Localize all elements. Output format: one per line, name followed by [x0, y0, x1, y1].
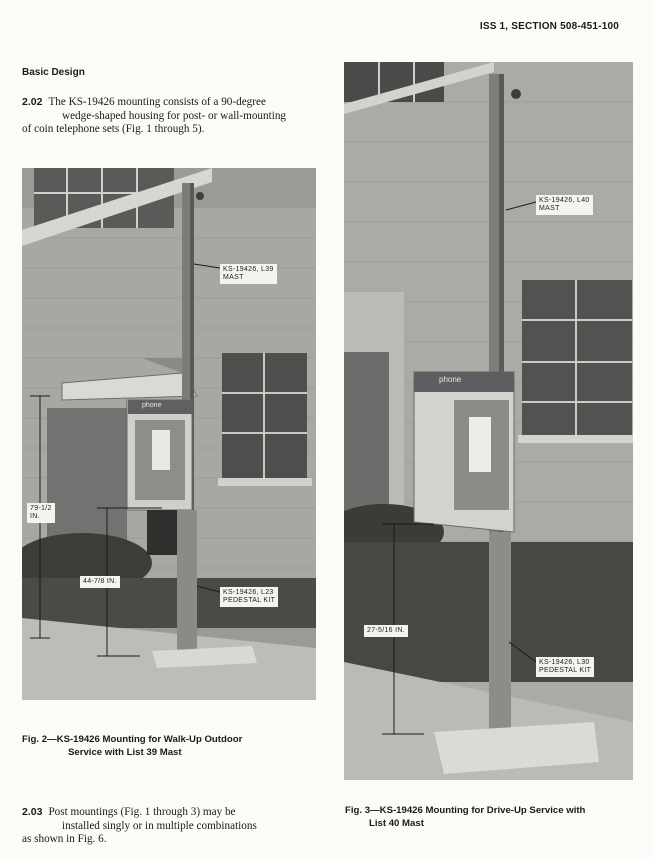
label-line: MAST — [539, 205, 560, 212]
fig2-height-label — [27, 503, 55, 523]
paragraph-2-02 — [22, 96, 314, 137]
paragraph-2-03 — [22, 806, 314, 847]
label-line: 79-1/2 — [30, 505, 52, 512]
paragraph-line: as shown in Fig. 6. — [22, 833, 107, 845]
caption-line: List 40 Mast — [369, 817, 424, 829]
caption-line: Service with List 39 Mast — [68, 746, 182, 758]
fig2-photo — [22, 168, 316, 700]
fig3-shelf-label: 27-5/16 IN. — [364, 625, 408, 637]
paragraph-line: wedge-shaped housing for post- or wall-mounting — [62, 109, 287, 122]
fig2-mast-label — [220, 264, 277, 284]
paragraph-line: installed singly or in multiple combinations — [62, 819, 257, 832]
section-title: Basic Design — [22, 67, 85, 78]
fig2-shelf-label: 44-7/8 IN. — [80, 576, 120, 588]
label-line: KS-19426, L39 — [223, 266, 274, 273]
fig3-pedestal-kit-label — [536, 657, 594, 677]
fig3-mast-label — [536, 195, 593, 215]
paragraph-number: 2.02 — [22, 96, 43, 108]
fig2-caption — [22, 734, 318, 759]
fig3-photo — [344, 62, 633, 780]
label-line: MAST — [223, 274, 244, 281]
label-line: PEDESTAL KIT — [223, 597, 276, 604]
label-line: KS-19426, L40 — [539, 197, 590, 204]
label-line: KS-19426, L30 — [539, 659, 590, 666]
paragraph-line: of coin telephone sets (Fig. 1 through 5). — [22, 123, 205, 135]
label-line: IN. — [30, 513, 40, 520]
caption-line: Fig. 2—KS-19426 Mounting for Walk-Up Outdoor — [22, 734, 243, 745]
label-line: KS-19426, L23 — [223, 589, 274, 596]
fig2-illustration — [22, 168, 316, 700]
paragraph-line: Post mountings (Fig. 1 through 3) may be — [48, 806, 236, 818]
fig2-pedestal-kit-label — [220, 587, 278, 607]
label-line: PEDESTAL KIT — [539, 667, 592, 674]
page-header: ISS 1, SECTION 508-451-100 — [479, 21, 619, 32]
fig2-phone-sign: phone — [142, 402, 162, 409]
paragraph-number: 2.03 — [22, 806, 43, 818]
caption-line: Fig. 3—KS-19426 Mounting for Drive-Up Service with — [345, 805, 586, 816]
fig3-phone-sign: phone — [439, 375, 462, 384]
fig3-caption — [345, 805, 635, 830]
paragraph-line: The KS-19426 mounting consists of a 90-degree — [48, 96, 266, 108]
